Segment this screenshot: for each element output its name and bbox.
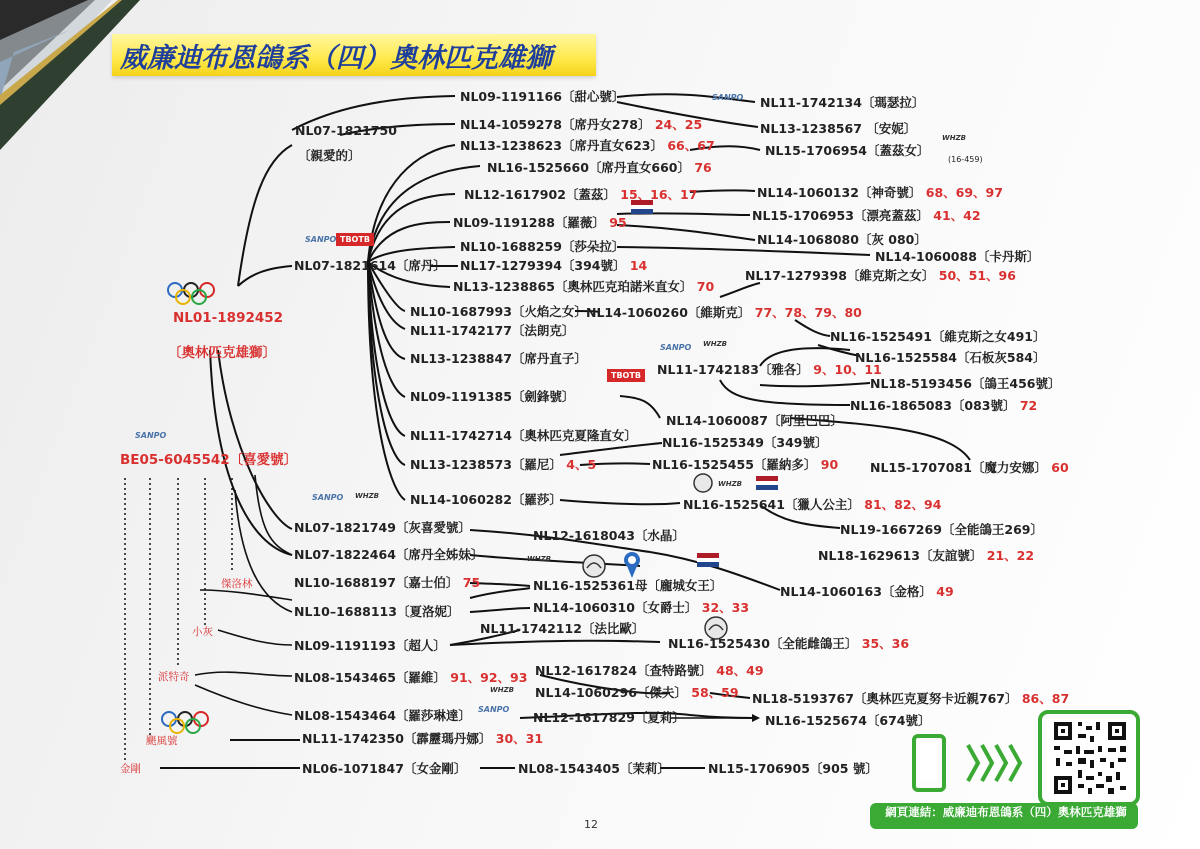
pigeon-node: NL14-1059278〔席丹女278〕 24、25 (460, 117, 703, 132)
pigeon-node: NL11-1742183〔雅各〕 9、10、11 (657, 362, 882, 377)
pigeon-node: NL15-1706905〔905 號〕 (708, 761, 878, 776)
whzb-logo-icon: WHZB (490, 686, 514, 694)
pigeon-node: NL09-1191385〔劍鋒號〕 (410, 389, 575, 404)
sanpo-logo-icon: SANPO (312, 493, 344, 502)
pigeon-node: NL13-1238623〔席丹直女623〕 66、67 (460, 138, 715, 153)
tbotb-badge: TBOTB (336, 233, 374, 246)
pigeon-node: NL18-5193767〔奧林匹克夏努卡近親767〕 86、87 (752, 691, 1070, 706)
sanpo-logo-icon: SANPO (660, 343, 692, 352)
pigeon-node: NL12-1617824〔查特路號〕 48、49 (535, 663, 764, 678)
pigeon-node: NL11-1742134〔瑪瑟拉〕 (760, 95, 925, 110)
side-label-jufenghao: 颶風號 (146, 735, 178, 747)
pigeon-node: NL08-1543464〔羅莎琳達〕 (294, 708, 471, 723)
pigeon-node: NL19-1667269〔全能鴿王269〕 (840, 522, 1043, 537)
root-pigeon-name: 〔奧林匹克雄獅〕 (168, 345, 276, 361)
sanpo-logo-icon: SANPO (305, 235, 337, 244)
pigeon-node: NL13-1238847〔席丹直子〕 (410, 351, 587, 366)
pigeon-node: NL10–1688113〔夏洛妮〕 (294, 604, 460, 619)
pigeon-node: NL06-1071847〔女金剛〕 (302, 761, 467, 776)
side-label-xiaohui: 小灰 (192, 626, 213, 638)
pigeon-node: NL08-1543405〔茉莉〕 (518, 761, 670, 776)
pigeon-node: NL07-1821749〔灰喜愛號〕 (294, 520, 471, 535)
pigeon-node: NL16-1525584〔石板灰584〕 (855, 350, 1046, 365)
whzb-logo-icon: WHZB (355, 492, 379, 500)
pigeon-node: NL10-1688197〔嘉士伯〕 75 (294, 575, 481, 590)
pigeon-node: NL12-1617829〔夏莉〕 (533, 710, 685, 725)
page-title: 威廉迪布恩鴿系（四）奧林匹克雄獅 (120, 43, 552, 74)
pigeon-node: NL10-1688259〔莎朵拉〕 (460, 239, 625, 254)
pigeon-node: NL16-1525641〔獵人公主〕 81、82、94 (683, 497, 942, 512)
pigeon-node: NL16-1525660〔席丹直女660〕 76 (487, 160, 712, 175)
olympic-rings-icon (160, 710, 210, 734)
page-number: 12 (584, 818, 598, 831)
pigeon-node: NL13-1238865〔奧林匹克珀諾米直女〕 70 (453, 279, 715, 294)
pigeon-node: NL09-1191193〔超人〕 (294, 638, 446, 653)
pigeon-node: NL12-1617902〔蓋茲〕 15、16、17 (464, 187, 698, 202)
whzb-logo-icon: WHZB (527, 555, 551, 563)
pigeon-node: NL14-1060296〔傑夫〕 58、59 (535, 685, 739, 700)
whzb-logo-icon: WHZB (718, 480, 742, 488)
pigeon-node: NL15-1707081〔魔力安娜〕 60 (870, 460, 1069, 475)
side-label-jieluolin: 傑洛林 (221, 578, 253, 590)
pigeon-node: NL14-1060088〔卡丹斯〕 (875, 249, 1040, 264)
pigeon-badge-icon (578, 553, 610, 579)
side-label-jingang: 金剛 (120, 763, 141, 775)
rosette-icon (622, 551, 642, 579)
pigeon-node: NL11-1742112〔法比歐〕 (480, 621, 645, 636)
pigeon-node: NL11-1742177〔法朗克〕 (410, 323, 575, 338)
pigeon-node: NL15-1706953〔漂亮蓋茲〕 41、42 (752, 208, 981, 223)
pigeon-node: NL08-1543465〔羅維〕 91、92、93 (294, 670, 528, 685)
pigeon-node: NL14-1060260〔維斯克〕 77、78、79、80 (586, 305, 862, 320)
pigeon-node: NL16-1525361母〔龐城女王〕 (533, 578, 723, 593)
pigeon-node: NL07-1821614〔席丹〕 (294, 258, 446, 273)
tbotb-badge: TBOTB (607, 369, 645, 382)
pigeon-node: NL14-1060132〔神奇號〕 68、69、97 (757, 185, 1003, 200)
pigeon-node: NL16-1865083〔083號〕 72 (850, 398, 1038, 413)
pigeon-node: NL07-1821750 (295, 123, 397, 138)
qr-link-caption[interactable]: 網頁連結：威廉迪布恩鴿系（四）奧林匹克雄獅 (885, 805, 1127, 819)
pigeon-node: NL14-1068080〔灰 080〕 (757, 232, 927, 247)
pigeon-node: NL14-1060087〔阿里巴巴〕 (666, 413, 843, 428)
pigeon-node: NL07-1822464〔席丹全姊妹〕 (294, 547, 484, 562)
be-pigeon-label: BE05-6045542〔喜愛號〕 (120, 452, 298, 468)
pigeon-badge-icon (689, 472, 717, 494)
pigeon-node: NL14-1060282〔羅莎〕 (410, 492, 562, 507)
pigeon-node: NL16-1525674〔674號〕 (765, 713, 931, 728)
sanpo-logo-icon: SANPO (478, 705, 510, 714)
pigeon-node: NL13-1238567 〔安妮〕 (760, 121, 917, 136)
pigeon-note: (16-459) (948, 155, 983, 164)
sanpo-logo-icon: SANPO (712, 93, 744, 102)
pigeon-node: NL16-1525455〔羅納多〕 90 (652, 457, 839, 472)
pigeon-node: NL17-1279398〔維克斯之女〕 50、51、96 (745, 268, 1016, 283)
pigeon-node: NL15-1706954〔蓋茲女〕 (765, 143, 930, 158)
pigeon-node: NL12-1618043〔水晶〕 (533, 528, 685, 543)
pigeon-node: NL18-1629613〔友誼號〕 21、22 (818, 548, 1035, 563)
pigeon-node: NL16-1525491〔維克斯之女491〕 (830, 329, 1046, 344)
pigeon-node: NL18-5193456〔鴿王456號〕 (870, 376, 1061, 391)
pigeon-node: NL09-1191288〔羅薇〕 95 (453, 215, 627, 230)
sanpo-logo-icon: SANPO (135, 431, 167, 440)
pigeon-node: NL16-1525430〔全能雌鴿王〕 35、36 (668, 636, 910, 651)
pigeon-node: NL16-1525349〔349號〕 (662, 435, 828, 450)
whzb-logo-icon: WHZB (703, 340, 727, 348)
pigeon-node: NL13-1238573〔羅尼〕 4、5 (410, 457, 597, 472)
root-pigeon-id: NL01-1892452 (173, 310, 284, 326)
pigeon-node: NL14-1060310〔女爵士〕 32、33 (533, 600, 750, 615)
pigeon-node: NL11-1742350〔霹靂瑪丹娜〕 30、31 (302, 731, 544, 746)
netherlands-flag-icon (756, 476, 778, 490)
netherlands-flag-icon (697, 553, 719, 567)
pigeon-node: 〔親愛的〕 (298, 148, 361, 163)
side-label-paiteqi: 派特奇 (158, 671, 190, 683)
pigeon-node: NL11-1742714〔奧林匹克夏隆直女〕 (410, 428, 637, 443)
pigeon-node: NL14-1060163〔金格〕 49 (780, 584, 954, 599)
pigeon-node: NL09-1191166〔甜心號〕 (460, 89, 625, 104)
pigeon-node: NL17-1279394〔394號〕 14 (460, 258, 648, 273)
whzb-logo-icon: WHZB (942, 134, 966, 142)
pigeon-node: NL10-1687993〔火焰之女〕 (410, 304, 587, 319)
olympic-rings-icon (166, 281, 216, 305)
